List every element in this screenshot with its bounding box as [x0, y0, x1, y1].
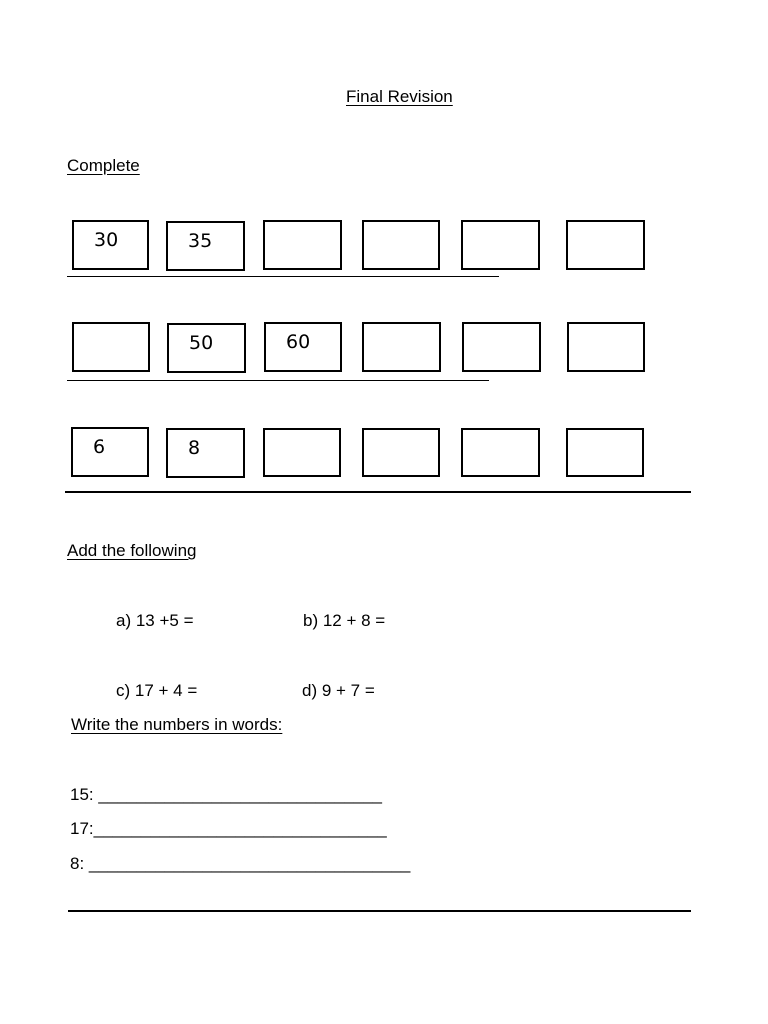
sequence-box[interactable] [566, 220, 645, 270]
addition-problem-b: b) 12 + 8 = [303, 611, 386, 630]
words-line-15[interactable]: 15: ______________________________ [70, 785, 382, 804]
row-underline [67, 380, 489, 381]
sequence-box[interactable]: 35 [166, 221, 245, 271]
complete-heading: Complete [67, 156, 140, 175]
sequence-box[interactable] [263, 220, 342, 270]
addition-problem-d: d) 9 + 7 = [302, 681, 375, 700]
sequence-box[interactable] [362, 322, 441, 372]
addition-problem-c: c) 17 + 4 = [116, 681, 198, 700]
sequence-box[interactable] [567, 322, 645, 372]
sequence-box[interactable] [362, 220, 440, 270]
words-line-17[interactable]: 17:_______________________________ [70, 819, 387, 838]
sequence-box[interactable]: 6 [71, 427, 149, 477]
page-title: Final Revision [346, 87, 453, 106]
sequence-box[interactable]: 30 [72, 220, 149, 270]
sequence-box[interactable]: 8 [166, 428, 245, 478]
page-bottom-rule [68, 910, 691, 912]
addition-problem-a: a) 13 +5 = [116, 611, 194, 630]
sequence-box[interactable]: 60 [264, 322, 342, 372]
section-divider [65, 491, 691, 493]
sequence-box[interactable] [461, 428, 540, 477]
add-heading: Add the following [67, 541, 197, 560]
sequence-box[interactable] [362, 428, 440, 477]
words-heading: Write the numbers in words: [71, 715, 283, 734]
sequence-box[interactable] [566, 428, 644, 477]
sequence-box[interactable] [461, 220, 540, 270]
sequence-box[interactable] [462, 322, 541, 372]
row-underline [67, 276, 499, 277]
sequence-box[interactable] [72, 322, 150, 372]
sequence-box[interactable]: 50 [167, 323, 246, 373]
words-line-8[interactable]: 8: __________________________________ [70, 854, 411, 873]
sequence-box[interactable] [263, 428, 341, 477]
